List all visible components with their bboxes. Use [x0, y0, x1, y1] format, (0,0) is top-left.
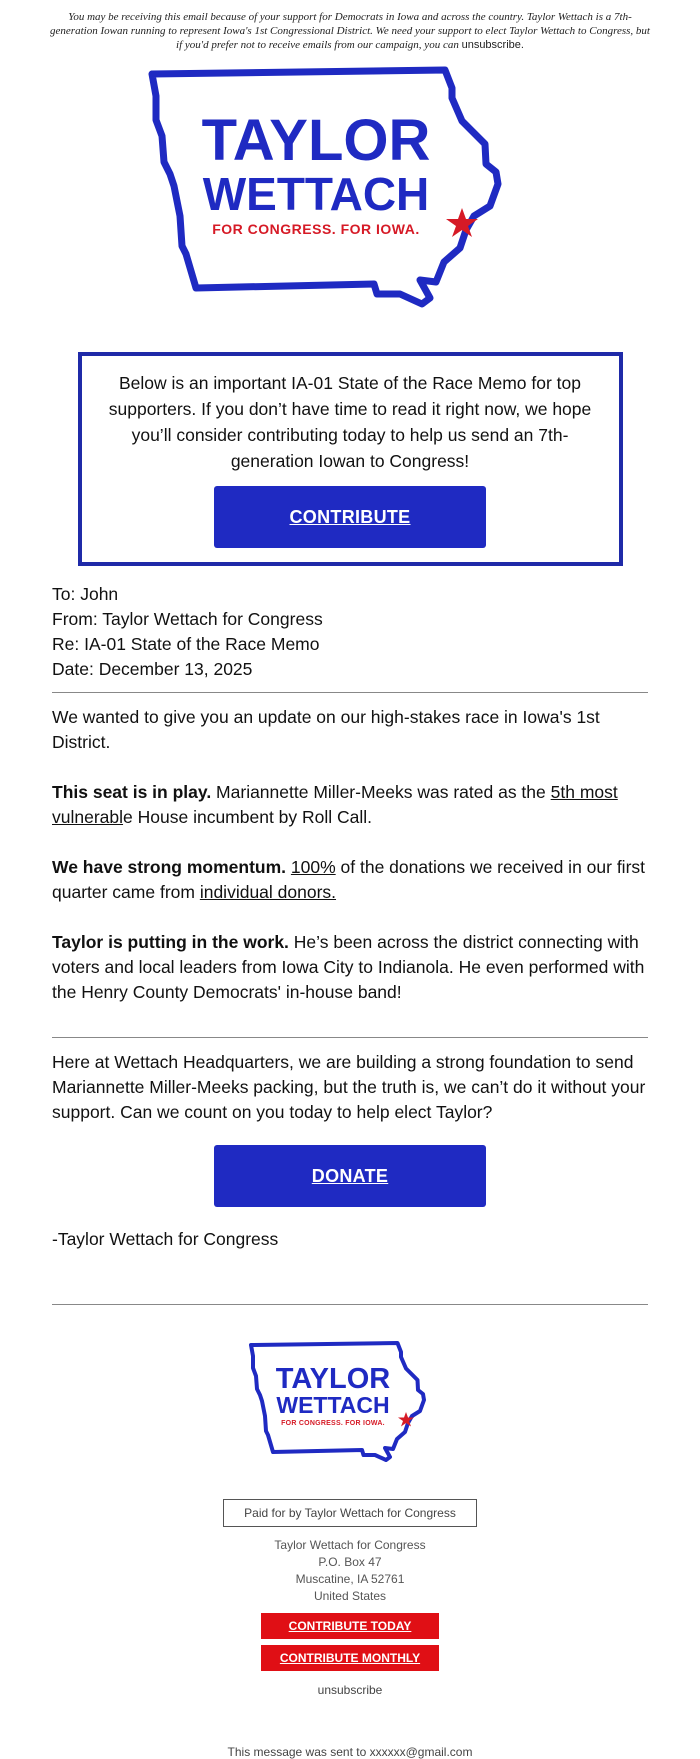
donate-button-wrap: [214, 1143, 486, 1227]
sent-to-email: xxxxxx@gmail.com: [369, 1745, 473, 1759]
paid-for-notice: Paid for by Taylor Wettach for Congress: [223, 1499, 477, 1527]
memo-from: From: Taylor Wettach for Congress: [52, 609, 323, 629]
logo-tagline: FOR CONGRESS. FOR IOWA.: [212, 221, 420, 237]
work-text: He’s been across the district connecting with voters and local leaders from Iowa City to Indianola. He even performed with the Henry County Democrats' in-house band!: [52, 932, 645, 1002]
divider: [52, 1037, 648, 1038]
roll-call-link[interactable]: 5th most vulnerabl: [52, 782, 618, 827]
memo-to: To: John: [52, 584, 119, 604]
intro-text: Below is an important IA-01 State of the Race Memo for top supporters. If you don’t have time to read it right now, we hope you’ll consider contributing today to help us send an 7th-generation Iowan to Congress!: [108, 373, 592, 471]
preheader: [0, 0, 700, 54]
momentum-heading: We have strong momentum.: [52, 857, 287, 877]
preheader-text: You may be receiving this email because of your support for Democrats in Iowa and across the country. Taylor Wettach is a 7th-generation Iowan running to represent Iowa's 1st Congressional District. We need your support to elect Taylor Wettach to Congress, but if you'd prefer not to receive emails from our campaign, you can: [50, 11, 650, 51]
memo: [0, 582, 700, 1252]
address-line: Taylor Wettach for Congress: [274, 1538, 426, 1552]
contribute-monthly-button[interactable]: CONTRIBUTE MONTHLY: [261, 1645, 439, 1671]
logo-line1: TAYLOR: [201, 108, 431, 173]
contribute-button[interactable]: CONTRIBUTE: [214, 486, 486, 548]
momentum-text: of the donations we received in our first quarter came from: [52, 857, 646, 902]
divider: [52, 692, 648, 693]
momentum-paragraph: [52, 855, 648, 905]
percent-link[interactable]: 100%: [290, 857, 336, 877]
signature: -Taylor Wettach for Congress: [52, 1229, 279, 1249]
seat-in-play-paragraph: [52, 780, 648, 830]
memo-date: Date: December 13, 2025: [52, 659, 253, 679]
individual-donors-link[interactable]: individual donors.: [199, 882, 337, 902]
sent-to-prefix: This message was sent to: [227, 1745, 370, 1759]
unsubscribe-link[interactable]: unsubscribe: [317, 1683, 383, 1697]
footer-divider: [52, 1304, 648, 1305]
memo-re: Re: IA-01 State of the Race Memo: [52, 634, 320, 654]
footer-unsubscribe: [0, 1683, 700, 1697]
work-heading: Taylor is putting in the work.: [52, 932, 289, 952]
mailing-address: [0, 1537, 700, 1605]
seat-in-play-heading: This seat is in play.: [52, 782, 212, 802]
address-line: P.O. Box 47: [318, 1555, 382, 1569]
work-paragraph: [52, 930, 648, 1005]
contribute-today-button[interactable]: CONTRIBUTE TODAY: [261, 1613, 439, 1639]
logo-line2: WETTACH: [202, 168, 430, 220]
address-line: United States: [313, 1589, 387, 1603]
footer-logo-tagline: FOR CONGRESS. FOR IOWA.: [281, 1420, 385, 1427]
footer-logo: [245, 1341, 455, 1477]
address-line: Muscatine, IA 52761: [295, 1572, 405, 1586]
footer-logo-line2: WETTACH: [276, 1392, 390, 1418]
intro-box: [78, 352, 623, 566]
seat-in-play-text-end: e House incumbent by Roll Call.: [123, 807, 373, 827]
appeal-paragraph: Here at Wettach Headquarters, we are building a strong foundation to send Mariannette Miller-Meeks packing, but the truth is, we can’t do it without your support. Can we count on you today to help elect Taylor?: [52, 1052, 646, 1122]
preheader-unsubscribe-link[interactable]: unsubscribe.: [461, 39, 524, 51]
footer-logo-line1: TAYLOR: [275, 1363, 391, 1395]
donate-button[interactable]: DONATE: [214, 1145, 486, 1207]
seat-in-play-text: Mariannette Miller-Meeks was rated as the: [211, 782, 551, 802]
memo-intro-paragraph: We wanted to give you an update on our high-stakes race in Iowa's 1st District.: [52, 707, 600, 752]
campaign-logo: [140, 66, 560, 338]
memo-header: [52, 582, 648, 682]
sent-to-notice: [0, 1745, 700, 1759]
